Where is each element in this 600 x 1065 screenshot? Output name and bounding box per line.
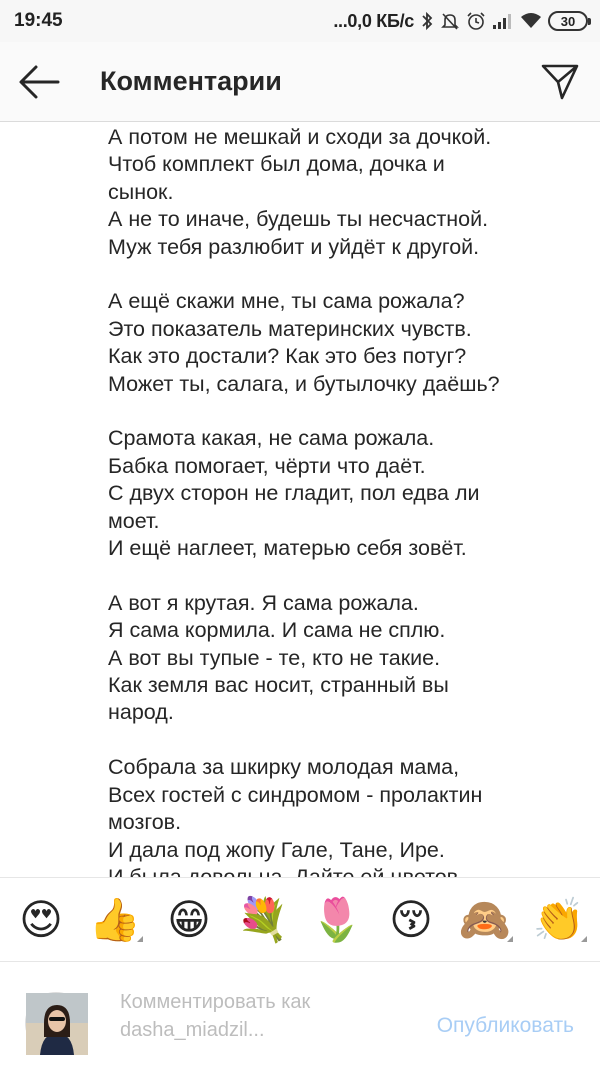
comment-line: мозгов. (108, 810, 182, 835)
comment-line: Собрала за шкирку молодая мама, (108, 755, 460, 780)
clapping-hands-emoji[interactable] (529, 890, 589, 950)
stanza-gap (108, 727, 578, 754)
bouquet-emoji[interactable] (233, 890, 293, 950)
heart-eyes-emoji[interactable] (11, 890, 71, 950)
clapping-hands-emoji-glyph: 👏 (532, 895, 586, 943)
comment-line: С двух сторон не гладит, пол едва ли (108, 481, 480, 506)
page-title: Комментарии (100, 66, 282, 96)
skin-tone-more-icon (137, 936, 143, 942)
comment-line: И ещё наглеет, матерью себя зовёт. (108, 536, 467, 561)
comment-line: моет. (108, 508, 160, 533)
comment-line: народ. (108, 700, 174, 725)
see-no-evil-monkey-emoji[interactable] (455, 890, 515, 950)
comment-input[interactable] (120, 988, 400, 1044)
comment-line: Срамота какая, не сама рожала. (108, 426, 435, 451)
see-no-evil-monkey-emoji-glyph: 🙈 (458, 895, 512, 943)
skin-tone-more-icon (507, 936, 513, 942)
direct-send-icon (540, 62, 580, 102)
alarm-icon (466, 11, 486, 31)
comment-line: И дала под жопу Гале, Тане, Ире. (108, 837, 445, 862)
heart-eyes-emoji-glyph: 😍 (19, 895, 63, 943)
wifi-icon (520, 12, 542, 30)
comment-line: А вот вы тупые - те, кто не такие. (108, 645, 441, 670)
status-icons (333, 9, 588, 33)
comment-line: Чтоб комплект был дома, дочка и (108, 152, 445, 177)
status-bar (0, 0, 600, 42)
comment-placeholder-line1: Комментировать как (120, 991, 311, 1013)
avatar (25, 992, 87, 1054)
stanza-gap (108, 398, 578, 425)
kissing-emoji-glyph: 😚 (389, 895, 433, 943)
avatar-image (26, 993, 88, 1055)
comment-line: А ещё скажи мне, ты сама рожала? (108, 289, 465, 314)
kissing-emoji[interactable] (381, 890, 441, 950)
back-button[interactable] (18, 64, 60, 100)
comment-line: Бабка помогает, чёрти что даёт. (108, 453, 426, 478)
comment-line: А потом не мешкай и сходи за дочкой. (108, 125, 492, 149)
comment-line: Я сама кормила. И сама не сплю. (108, 618, 446, 643)
publish-button[interactable]: Опубликовать (436, 1014, 574, 1037)
muted-bell-icon (440, 11, 460, 31)
comment-line: А вот я крутая. Я сама рожала. (108, 590, 419, 615)
tulip-emoji[interactable] (307, 890, 367, 950)
comment-line: Может ты, салага, и бутылочку даёшь? (108, 371, 500, 396)
network-speed: ...0,0 КБ/с (333, 10, 414, 31)
emoji-quick-bar (0, 877, 600, 962)
comment-line: Всех гостей с синдромом - пролактин (108, 782, 483, 807)
skin-tone-more-icon (581, 936, 587, 942)
battery-level: 30 (560, 13, 576, 29)
bluetooth-icon (420, 11, 434, 31)
header (0, 42, 600, 122)
battery-icon (548, 11, 588, 31)
comment-body (108, 124, 578, 876)
comment-line: А не то иначе, будешь ты несчастной. (108, 207, 489, 232)
comment-line: Как это достали? Как это без потуг? (108, 344, 467, 369)
comment-line: Это показатель материнских чувств. (108, 316, 472, 341)
stanza-gap (108, 261, 578, 288)
thumbs-up-emoji-glyph: 👍 (88, 895, 142, 943)
comment-text (108, 124, 578, 891)
direct-send-button[interactable] (540, 62, 580, 102)
comment-placeholder-line2: dasha_miadzil... (120, 1019, 265, 1041)
thumbs-up-emoji[interactable] (85, 890, 145, 950)
signal-icon (492, 12, 514, 30)
comment-line: Как земля вас носит, странный вы (108, 673, 449, 698)
stanza-gap (108, 562, 578, 589)
grinning-emoji-glyph: 😁 (167, 895, 211, 943)
comment-composer (0, 962, 600, 1065)
arrow-left-icon (18, 64, 60, 100)
tulip-emoji-glyph: 🌷 (310, 895, 364, 943)
grinning-emoji[interactable] (159, 890, 219, 950)
comment-line: сынок. (108, 179, 174, 204)
bouquet-emoji-glyph: 💐 (236, 895, 290, 943)
status-time: 19:45 (14, 10, 63, 31)
comment-line: Муж тебя разлюбит и уйдёт к другой. (108, 234, 480, 259)
